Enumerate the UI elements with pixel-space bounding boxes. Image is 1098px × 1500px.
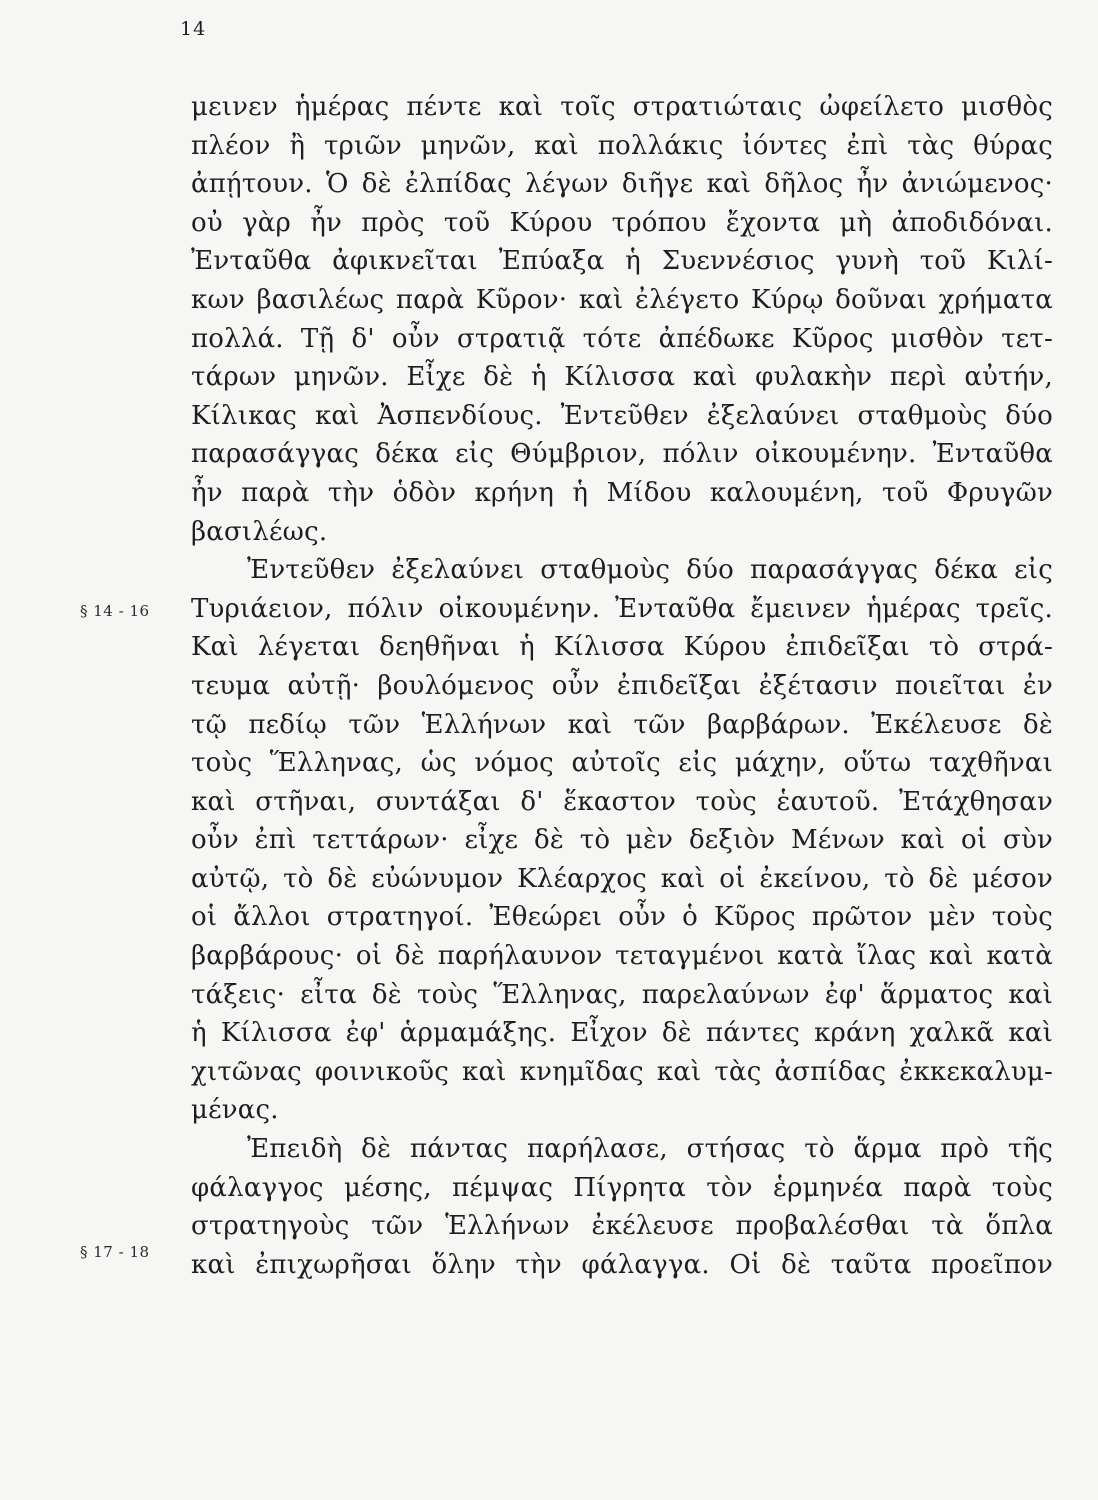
text-line: καὶ στῆναι, συντάξαι δ' ἕκαστον τοὺς ἑαυτοῦ. Ἐτάχθησαν	[191, 786, 1053, 817]
text-line: τάρων μηνῶν. Εἶχε δὲ ἡ Κίλισσα καὶ φυλακὴν περὶ αὐτήν,	[191, 362, 1053, 393]
text-line: οὐ γὰρ ἦν πρὸς τοῦ Κύρου τρόπου ἔχοντα μὴ ἀποδιδόναι.	[191, 207, 1053, 238]
text-line: παρασάγγας δέκα εἰς Θύμβριον, πόλιν οἰκουμένην. Ἐνταῦθα	[191, 439, 1053, 470]
text-line: ἀπῄτουν. Ὁ δὲ ἐλπίδας λέγων διῆγε καὶ δῆλος ἦν ἀνιώμενος·	[191, 169, 1053, 200]
text-line: τῷ πεδίῳ τῶν Ἑλλήνων καὶ τῶν βαρβάρων. Ἐκέλευσε δὲ	[191, 709, 1053, 740]
text-line: Ἐπειδὴ δὲ πάντας παρήλασε, στήσας τὸ ἅρμα πρὸ τῆς	[247, 1134, 1053, 1165]
text-line: τευμα αὐτῇ· βουλόμενος οὖν ἐπιδεῖξαι ἐξέτασιν ποιεῖται ἐν	[191, 670, 1053, 701]
text-line: αὐτῷ, τὸ δὲ εὐώνυμον Κλέαρχος καὶ οἱ ἐκείνου, τὸ δὲ μέσον	[191, 863, 1053, 894]
marginal-note-1: § 14 - 16	[80, 602, 150, 620]
page-number: 14	[180, 18, 207, 40]
text-line: Ἐνταῦθα ἀφικνεῖται Ἐπύαξα ἡ Συεννέσιος γυνὴ τοῦ Κιλί-	[191, 246, 1053, 277]
text-line: πλέον ἢ τριῶν μηνῶν, καὶ πολλάκις ἰόντες ἐπὶ τὰς θύρας	[191, 130, 1053, 161]
text-line: οὖν ἐπὶ τεττάρων· εἶχε δὲ τὸ μὲν δεξιὸν Μένων καὶ οἱ σὺν	[191, 825, 1053, 856]
text-line: κων βασιλέως παρὰ Κῦρον· καὶ ἐλέγετο Κύρῳ δοῦναι χρήματα	[191, 284, 1053, 315]
text-line: Κίλικας καὶ Ἀσπενδίους. Ἐντεῦθεν ἐξελαύνει σταθμοὺς δύο	[191, 400, 1053, 431]
text-line: χιτῶνας φοινικοῦς καὶ κνημῖδας καὶ τὰς ἀσπίδας ἐκκεκαλυμ-	[191, 1056, 1053, 1087]
marginal-note-2: § 17 - 18	[80, 1243, 150, 1261]
text-line: Ἐντεῦθεν ἐξελαύνει σταθμοὺς δύο παρασάγγας δέκα εἰς	[247, 555, 1053, 586]
text-line: στρατηγοὺς τῶν Ἑλλήνων ἐκέλευσε προβαλέσθαι τὰ ὅπλα	[191, 1211, 1053, 1242]
text-line: μεινεν ἡμέρας πέντε καὶ τοῖς στρατιώταις ὠφείλετο μισθὸς	[191, 92, 1053, 122]
text-line: καὶ ἐπιχωρῆσαι ὅλην τὴν φάλαγγα. Οἱ δὲ ταῦτα προεῖπον	[191, 1249, 1053, 1280]
text-line: τάξεις· εἶτα δὲ τοὺς Ἕλληνας, παρελαύνων ἐφ' ἅρματος καὶ	[191, 979, 1053, 1010]
text-line: οἱ ἄλλοι στρατηγοί. Ἐθεώρει οὖν ὁ Κῦρος πρῶτον μὲν τοὺς	[191, 902, 1053, 933]
text-line: τοὺς Ἕλληνας, ὡς νόμος αὐτοῖς εἰς μάχην, οὕτω ταχθῆναι	[191, 748, 1053, 779]
text-line: ἡ Κίλισσα ἐφ' ἁρμαμάξης. Εἶχον δὲ πάντες κράνη χαλκᾶ καὶ	[191, 1018, 1053, 1049]
text-line: ἦν παρὰ τὴν ὁδὸν κρήνη ἡ Μίδου καλουμένη, τοῦ Φρυγῶν	[191, 477, 1053, 508]
text-line: βαρβάρους· οἱ δὲ παρήλαυνον τεταγμένοι κατὰ ἴλας καὶ κατὰ	[191, 941, 1053, 972]
text-line: φάλαγγος μέσης, πέμψας Πίγρητα τὸν ἑρμηνέα παρὰ τοὺς	[191, 1172, 1053, 1203]
text-line: πολλά. Τῇ δ' οὖν στρατιᾷ τότε ἀπέδωκε Κῦρος μισθὸν τετ-	[191, 323, 1053, 354]
body-text	[191, 88, 1053, 1284]
text-line: Τυριάειον, πόλιν οἰκουμένην. Ἐνταῦθα ἔμεινεν ἡμέρας τρεῖς.	[191, 593, 1053, 624]
text-line: βασιλέως.	[191, 516, 328, 547]
text-line: μένας.	[191, 1095, 279, 1126]
text-line: Καὶ λέγεται δεηθῆναι ἡ Κίλισσα Κύρου ἐπιδεῖξαι τὸ στρά-	[191, 632, 1053, 663]
